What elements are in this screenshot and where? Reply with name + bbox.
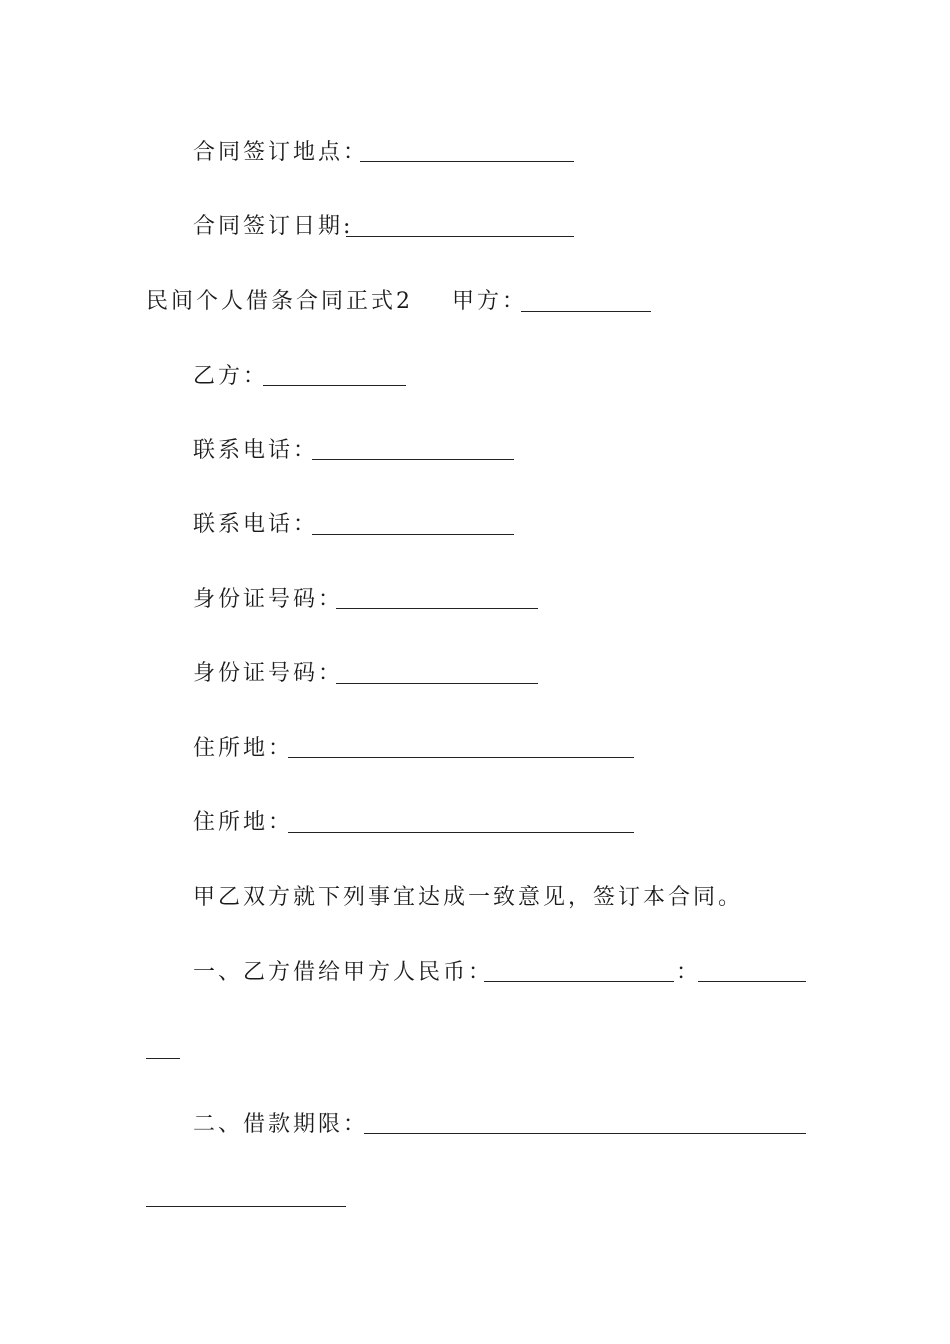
party-b-blank <box>263 385 406 386</box>
phone-label-1: 联系电话： <box>193 438 319 463</box>
party-a-label: 甲方： <box>452 289 528 314</box>
clause-1-colon: ： <box>676 960 702 985</box>
clause-1-continuation-blank <box>146 1058 180 1059</box>
address-label-2: 住所地： <box>193 810 294 835</box>
id-label-1: 身份证号码： <box>193 587 344 612</box>
clause-1-amount-blank <box>484 981 674 982</box>
clause-2-term-blank <box>364 1133 806 1134</box>
phone-blank-1 <box>312 459 514 460</box>
contract-title: 民间个人借条合同正式2 <box>146 289 413 314</box>
clause-1-amount-blank-2 <box>698 981 806 982</box>
phone-blank-2 <box>312 534 514 535</box>
sign-date-blank <box>346 236 574 237</box>
sign-place-blank <box>360 161 574 162</box>
sign-place-label: 合同签订地点： <box>193 140 369 165</box>
id-blank-1 <box>336 608 538 609</box>
sign-date-label: 合同签订日期: <box>193 214 354 239</box>
clause-2-continuation-blank <box>146 1206 346 1207</box>
phone-label-2: 联系电话： <box>193 512 319 537</box>
address-label-1: 住所地： <box>193 736 294 761</box>
id-blank-2 <box>336 683 538 684</box>
id-label-2: 身份证号码： <box>193 661 344 686</box>
clause-1-label: 一、乙方借给甲方人民币： <box>193 960 494 985</box>
party-b-label: 乙方： <box>193 364 269 389</box>
address-blank-1 <box>288 757 634 758</box>
agreement-sentence: 甲乙双方就下列事宜达成一致意见，签订本合同。 <box>193 885 744 910</box>
clause-2-label: 二、借款期限： <box>193 1112 369 1137</box>
party-a-blank <box>521 311 651 312</box>
address-blank-2 <box>288 832 634 833</box>
